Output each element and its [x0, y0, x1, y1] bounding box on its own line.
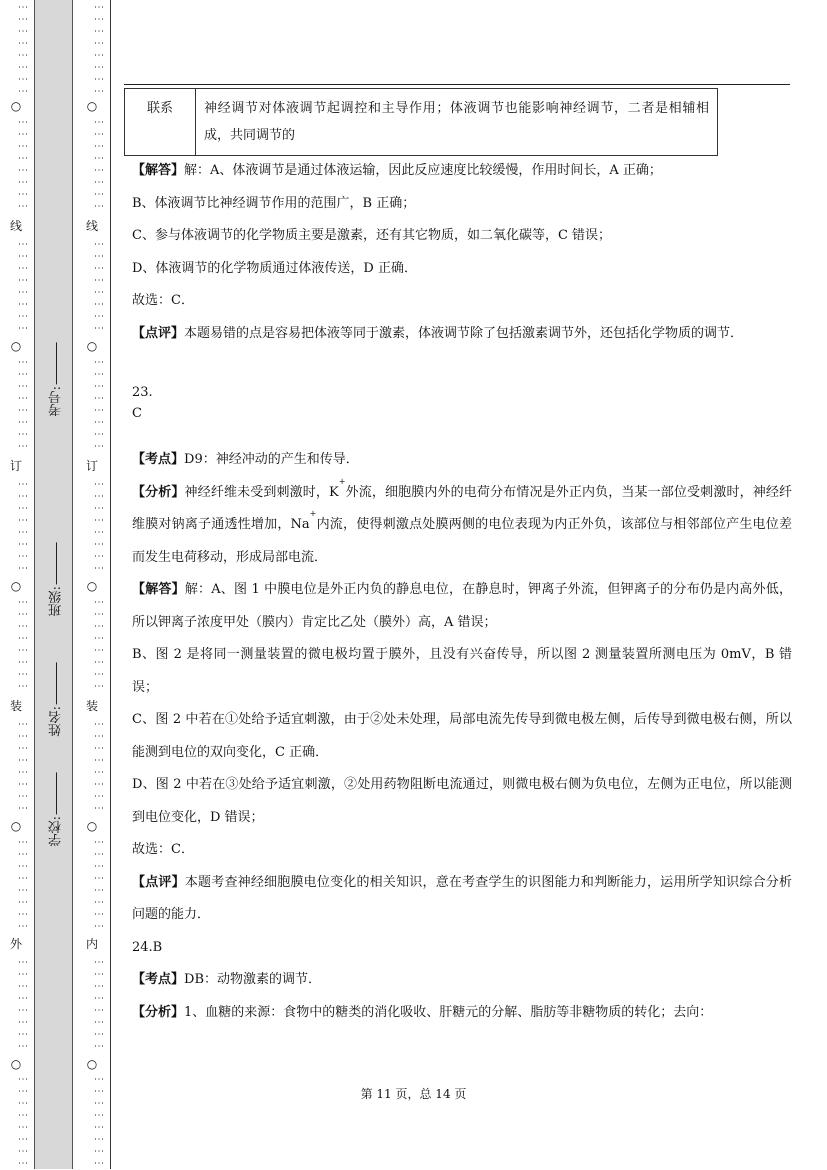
dot-leader: ⋮⋮⋮⋮⋮⋮⋮⋮	[17, 2, 28, 98]
outer-dotted-column	[4, 0, 28, 1169]
q23-letter: C	[132, 406, 142, 421]
name-field	[47, 660, 66, 736]
circle-mark: ○	[86, 99, 98, 113]
q22-review	[132, 318, 792, 351]
bind-mark: 订	[9, 459, 22, 473]
review-tag: 【点评】	[132, 325, 185, 341]
q23-line-d: D、图 2 中若在③处给予适宜刺激，②处用药物阻断电流通过，则微电极右侧为负电位，左侧为正电位，所以能测到电位变化，D 错误；	[132, 777, 792, 825]
circle-mark: ○	[10, 99, 22, 113]
dot-leader: ⋮⋮⋮⋮⋮⋮⋮⋮	[17, 117, 28, 213]
q23-number: 23.	[132, 385, 153, 400]
answer-content	[132, 155, 792, 1029]
circle-mark: ○	[86, 579, 98, 593]
dot-leader: ⋮⋮⋮⋮⋮⋮⋮⋮	[17, 837, 28, 933]
dot-leader: ⋮⋮⋮⋮⋮⋮⋮⋮	[17, 719, 28, 815]
dot-leader: ⋮⋮⋮⋮⋮⋮⋮⋮	[17, 957, 28, 1053]
spacer	[132, 424, 792, 444]
spacer	[132, 350, 792, 382]
dot-leader: ⋮⋮⋮⋮⋮⋮⋮⋮	[93, 239, 104, 335]
q23-line-b: B、图 2 是将同一测量装置的微电极均置于膜外，且没有兴奋传导，所以图 2 测量装置所测电压为 0mV，B 错误；	[132, 647, 792, 695]
table-row	[125, 89, 718, 156]
outer-mark: 外	[9, 937, 22, 951]
q22-choose: 故选：C．	[132, 293, 194, 308]
dot-leader: ⋮⋮⋮⋮⋮⋮⋮⋮	[17, 479, 28, 575]
analysis-tag: 【分析】	[132, 484, 185, 500]
dot-leader: ⋮⋮⋮⋮⋮⋮⋮⋮	[93, 357, 104, 453]
answer-tag: 【解答】	[132, 582, 185, 597]
superscript: +	[338, 476, 346, 486]
dot-leader: ⋮⋮⋮⋮⋮⋮⋮⋮	[17, 597, 28, 693]
dot-leader: ⋮⋮⋮⋮⋮⋮⋮⋮	[93, 479, 104, 575]
page-footer: 第 11 页，总 14 页	[360, 1087, 467, 1101]
inner-dotted-column	[80, 0, 104, 1169]
q22-line-c: C、参与体液调节的化学物质主要是激素，还有其它物质，如二氧化碳等，C 错误；	[132, 228, 612, 243]
review-text: 本题易错的点是容易把体液等同于激素，体液调节除了包括激素调节外，还包括化学物质的调节．	[184, 325, 744, 341]
review-text: 本题考查神经细胞膜电位变化的相关知识，意在考查学生的识图能力和判断能力，运用所学知识综合分析问题的能力．	[132, 874, 792, 922]
q24-point	[132, 964, 792, 997]
line-mark: 线	[9, 219, 22, 233]
binding-mark: 装	[85, 699, 98, 713]
table-key: 联系	[125, 89, 196, 156]
dot-leader: ⋮⋮⋮⋮⋮⋮⋮⋮	[93, 837, 104, 933]
q23-review	[132, 867, 792, 932]
school-field	[47, 770, 66, 846]
answer-text: 解：A、体液调节是通过体液运输，因此反应速度比较缓慢，作用时间长，A 正确；	[184, 163, 662, 178]
line-mark: 线	[85, 219, 98, 233]
analysis-text: 神经纤维未受到刺激时，K	[184, 484, 339, 500]
circle-mark: ○	[10, 579, 22, 593]
answer-text: 解：A、图 1 中膜电位是外正内负的静息电位，在静息时，钾离子外流，但钾离子的分布仍是内高外低，所以钾离子浓度甲处（膜内）肯定比乙处（膜外）高，A 错误；	[132, 582, 792, 630]
review-tag: 【点评】	[132, 874, 185, 890]
dot-leader: ⋮⋮⋮⋮⋮⋮⋮⋮	[17, 239, 28, 335]
circle-mark: ○	[86, 1057, 98, 1071]
q22-line-b: B、体液调节比神经调节作用的范围广，B 正确；	[132, 195, 416, 211]
binding-mark: 装	[9, 699, 22, 713]
q23-point	[132, 444, 792, 477]
q22-answer	[132, 155, 792, 188]
header-rule	[124, 84, 790, 85]
analysis-tag: 【分析】	[132, 1004, 185, 1020]
q22-line-d: D、体液调节的化学物质通过体液传送，D 正确．	[132, 260, 417, 276]
point-text: DB：动物激素的调节．	[184, 972, 321, 987]
class-field	[47, 540, 66, 616]
exam-no-field	[47, 340, 66, 416]
q24-analysis	[132, 997, 792, 1030]
dot-leader: ⋮⋮⋮⋮⋮⋮⋮⋮	[93, 117, 104, 213]
dot-leader: ⋮⋮⋮⋮⋮⋮⋮⋮	[93, 1074, 104, 1170]
circle-mark: ○	[86, 819, 98, 833]
school-blank	[57, 772, 58, 814]
school-label: 学校:	[49, 816, 64, 847]
name-label: 姓名:	[49, 706, 64, 737]
exam-no-blank	[57, 342, 58, 384]
q23-answer	[132, 574, 792, 639]
dot-leader: ⋮⋮⋮⋮⋮⋮⋮⋮	[93, 597, 104, 693]
point-text: D9：神经冲动的产生和传导．	[184, 452, 359, 467]
relation-table	[124, 88, 718, 156]
analysis-text: 1、血糖的来源：食物中的糖类的消化吸收、肝糖元的分解、脂肪等非糖物质的转化；去向：	[184, 1004, 713, 1020]
q23-choose: 故选：C．	[132, 842, 194, 857]
answer-tag: 【解答】	[132, 163, 185, 178]
name-blank	[57, 662, 58, 704]
q24-heading: 24.B	[132, 939, 163, 955]
dot-leader: ⋮⋮⋮⋮⋮⋮⋮⋮	[93, 719, 104, 815]
dot-leader: ⋮⋮⋮⋮⋮⋮⋮⋮	[93, 957, 104, 1053]
analysis-text: 内流，使得刺激点处膜两侧的电位表现为内正外负，该部位与相邻部位产生电位差而发生电荷移动，形成局部电流．	[132, 517, 792, 565]
class-label: 班级:	[49, 586, 64, 617]
bind-mark: 订	[85, 459, 98, 473]
point-tag: 【考点】	[132, 972, 185, 987]
q23-line-c: C、图 2 中若在①处给予适宜刺激，由于②处未处理，局部电流先传导到微电极左侧，后传导到微电极右侧，所以能测到电位的双向变化，C 正确．	[132, 712, 792, 760]
table-value: 神经调节对体液调节起调控和主导作用；体液调节也能影响神经调节，二者是相辅相成，共同调节的	[196, 89, 718, 156]
dot-leader: ⋮⋮⋮⋮⋮⋮⋮⋮	[93, 2, 104, 98]
q23-analysis	[132, 477, 792, 575]
circle-mark: ○	[86, 339, 98, 353]
dot-leader: ⋮⋮⋮⋮⋮⋮⋮⋮	[17, 1074, 28, 1170]
class-blank	[57, 542, 58, 584]
point-tag: 【考点】	[132, 452, 185, 467]
inner-mark: 内	[85, 937, 98, 951]
circle-mark: ○	[10, 1057, 22, 1071]
superscript: +	[309, 509, 317, 518]
analysis-text: 外流，细胞膜内外的电荷分布情况是外正内负，当某一部位受刺激时，神经纤维膜对钠离子通透性增加，Na	[132, 484, 792, 532]
dot-leader: ⋮⋮⋮⋮⋮⋮⋮⋮	[17, 357, 28, 453]
circle-mark: ○	[10, 819, 22, 833]
exam-no-label: 考号:	[49, 386, 64, 417]
circle-mark: ○	[10, 339, 22, 353]
